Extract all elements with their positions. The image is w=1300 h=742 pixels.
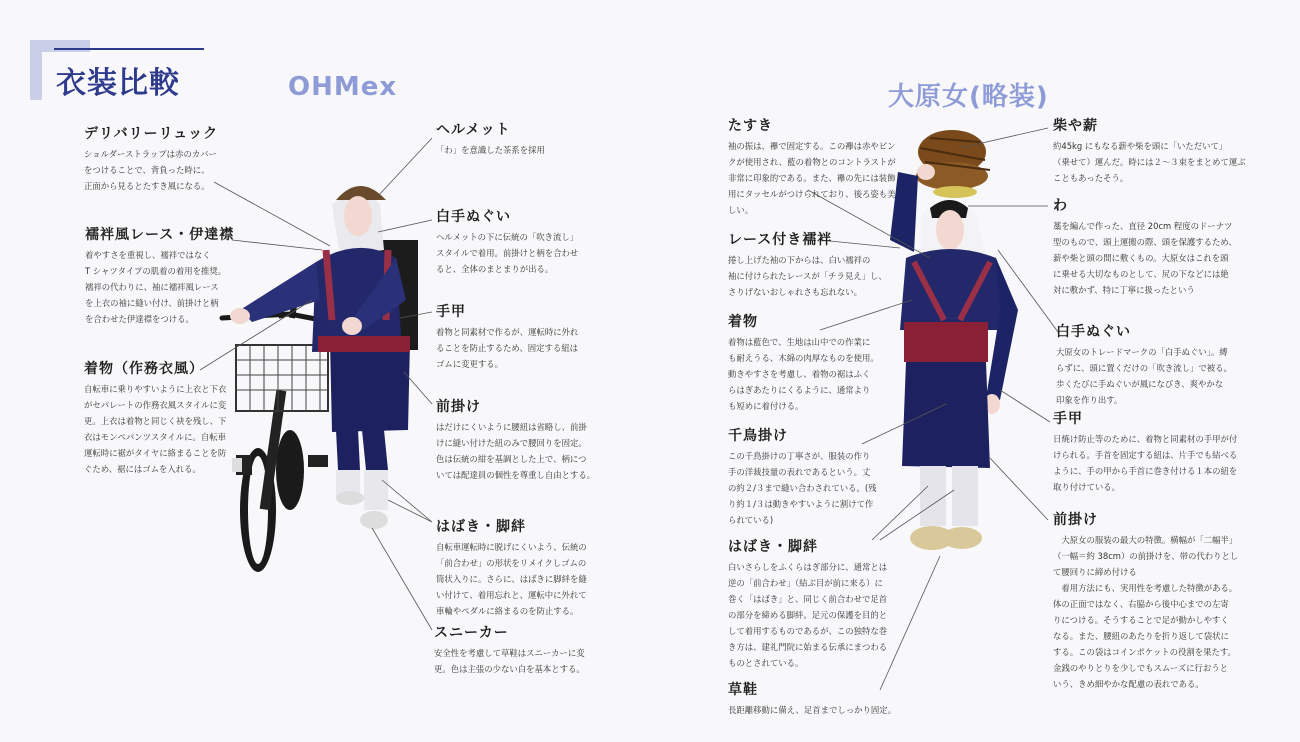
label-heading: 前掛け <box>1053 512 1098 528</box>
label-heading: 草鞋 <box>728 682 758 698</box>
label-description: 自転車運転時に脱げにくいよう、伝統の 「前合わせ」の形状をリメイクしゴムの 筒状入りに。さらに、はばきに脚絆を縫 い付けて、着用忘れと、運転中に外れて 車輪やペダルに絡まるのを防止する。 <box>436 542 587 616</box>
label-heading: 千鳥掛け <box>728 428 788 444</box>
label-description: 藁を編んで作った、直径 20cm 程度のドーナツ 型のもので、頭上運搬の際、頭を保護するため、 薪や柴と頭の間に敷くもの。大原女はこれを頭 に乗せる大切なものとして、尻の下などには絶 対に敷かず、特に丁寧に扱ったという <box>1053 221 1237 295</box>
ohmex-title: OHMex <box>288 72 398 102</box>
label-heading: 着物（作務衣風） <box>84 361 204 377</box>
label-kimono <box>728 313 908 414</box>
label-description: ショルダーストラップは赤のカバー をつけることで、背負った時に、 正面から見るとたすき風になる。 <box>84 149 217 191</box>
label-heading: スニーカー <box>434 625 509 641</box>
label-delivery-backpack <box>84 125 274 194</box>
label-heading: ヘルメット <box>436 122 511 138</box>
label-description: この千鳥掛けの丁寧さが、服装の作り 手の洋裁技量の表れであるという。丈 の約２/３まで縫い合わされている。(残 り約１/３は動きやすいように割けて作 られている) <box>728 451 877 525</box>
label-description: 着やすさを重視し、襦袢ではなく T シャツタイプの肌着の着用を推奨。 襦袢の代わりに、袖に襦袢風レース を上衣の袖に縫い付け、前掛けと柄 を合わせた伊達襟をつける。 <box>85 250 227 324</box>
label-straw-sandals <box>728 681 918 718</box>
label-white-towel-oharame <box>1056 323 1266 408</box>
label-leggings-oharame <box>728 538 913 671</box>
label-lace-collar <box>85 226 265 327</box>
label-heading: 白手ぬぐい <box>436 209 511 225</box>
label-heading: わ <box>1053 198 1068 214</box>
label-helmet <box>436 121 606 158</box>
label-heading: 襦袢風レース・伊達襟 <box>85 227 235 243</box>
label-lace-juban <box>728 231 908 300</box>
label-description: 白いさらしをふくらはぎ部分に、通常とは 逆の「前合わせ」（結ぶ目が前に来る）に 巻く「はばき」と、同じく前合わせで足首 の部分を締める脚絆。足元の保護を目的と して着用するものであるが、この独特な巻 き方は、建礼門院に始まる伝承にまつわる ものとされている。 <box>728 562 888 668</box>
label-apron-oharame <box>1053 511 1268 692</box>
label-description: 着物と同素材で作るが、運転時に外れ ることを防止するため、固定する紐は ゴムに変更する。 <box>436 327 579 369</box>
label-description: 安全性を考慮して草鞋はスニーカーに変 更。色は主張の少ない白を基本とする。 <box>434 648 585 674</box>
label-heading: デリバリーリュック <box>84 126 219 142</box>
label-description: 袖の振は、襷で固定する。この襷は赤やピン クが使用され、藍の着物とのコントラストが 非常に印象的である。また、襷の先には装飾 用にタッセルがつけられており、後ろ姿も美 しい。 <box>728 141 896 215</box>
label-description: 捲し上げた袖の下からは、白い襦袢の 袖に付けられたレースが「チラ見え」し、 さりげないおしゃれさも忘れない。 <box>728 255 887 297</box>
label-firewood <box>1053 117 1263 186</box>
label-heading: レース付き襦袢 <box>728 232 833 248</box>
label-description: 大原女のトレードマークの「白手ぬぐい」。縛 らずに、頭に置くだけの「吹き流し」で被る。 歩くたびに手ぬぐいが風になびき、爽やかな 印象を作り出す。 <box>1056 347 1232 405</box>
label-description: 大原女の服装の最大の特徴。横幅が「二幅半」 （一幅＝約 38cm）の前掛けを、帯の代わりとし て腰回りに締め付ける 着用方法にも、実用性を考慮した特徴がある。 体の正面ではなく、右脇から後中心までの左寄 りにつける。そうすることで足が動かしやすく なる。また、腰紐のあたりを折り返して袋状に する。この袋はコインポケットの役割を果たす。 金銭のやりとりを少しでもスムーズに行おうと いう、きめ細やかな配慮の表れである。 <box>1053 535 1239 689</box>
label-hand-guard-oharame <box>1053 410 1268 495</box>
oharame-title: 大原女(略装) <box>888 82 1049 112</box>
label-heading: 柴や薪 <box>1053 118 1098 134</box>
label-heading: はばき・脚絆 <box>436 519 526 535</box>
label-heading: 手甲 <box>1053 411 1083 427</box>
label-description: 長距離移動に備え、足首までしっかり固定。 <box>728 705 897 715</box>
label-tasuki <box>728 117 908 218</box>
label-description: 日焼け防止等のために、着物と同素材の手甲が付 けられる。手首を固定する紐は、片手でも結べる ように、手の甲から手首に巻き付ける１本の紐を 取り付けている。 <box>1053 434 1238 492</box>
label-description: はだけにくいように腰紐は省略し、前掛 けに縫い付けた紐のみで腰回りを固定。 色は伝統の紺を基調とした上で、柄につ いては配達員の個性を尊重し自由とする。 <box>436 422 596 480</box>
label-heading: はばき・脚絆 <box>728 539 818 555</box>
label-kimono-samue <box>84 360 269 477</box>
label-sneakers <box>434 624 619 677</box>
page-title: 衣装比較 <box>56 66 180 101</box>
label-heading: 着物 <box>728 314 758 330</box>
label-white-towel <box>436 208 616 277</box>
label-description: 「わ」を意識した茶系を採用 <box>436 145 545 155</box>
label-description: 約45kg にもなる薪や柴を頭に「いただいて」 （乗せて）運んだ。時には２〜３束をまとめて運ぶ こともあったそう。 <box>1053 141 1246 183</box>
label-heading: 白手ぬぐい <box>1056 324 1131 340</box>
label-description: 着物は藍色で、生地は山中での作業に も耐えうる、木綿の肉厚なものを使用。 動きやすさを考慮し、着物の裾はふく らはぎあたりにくるように、通常より も短めに着付ける。 <box>728 337 879 411</box>
label-description: 自転車に乗りやすいように上衣と下衣 がセパレートの作務衣風スタイルに変 更。上衣は着物と同じく袂を残し、下 衣はモンペパンツスタイルに。自転車 運転時に裾がタイヤに絡まることを防 ぐため、裾にはゴムを入れる。 <box>84 384 227 474</box>
label-apron <box>436 398 616 483</box>
label-heading: 手甲 <box>436 304 466 320</box>
label-chidori-stitch <box>728 427 908 528</box>
label-leggings <box>436 518 621 619</box>
label-description: ヘルメットの下に伝統の「吹き流し」 スタイルで着用。前掛けと柄を合わせ ると、全体のまとまりが出る。 <box>436 232 579 274</box>
oharame-illustration <box>890 130 1018 550</box>
label-heading: たすき <box>728 118 773 134</box>
label-heading: 前掛け <box>436 399 481 415</box>
label-wa-ring <box>1053 197 1263 298</box>
label-hand-guard <box>436 303 616 372</box>
